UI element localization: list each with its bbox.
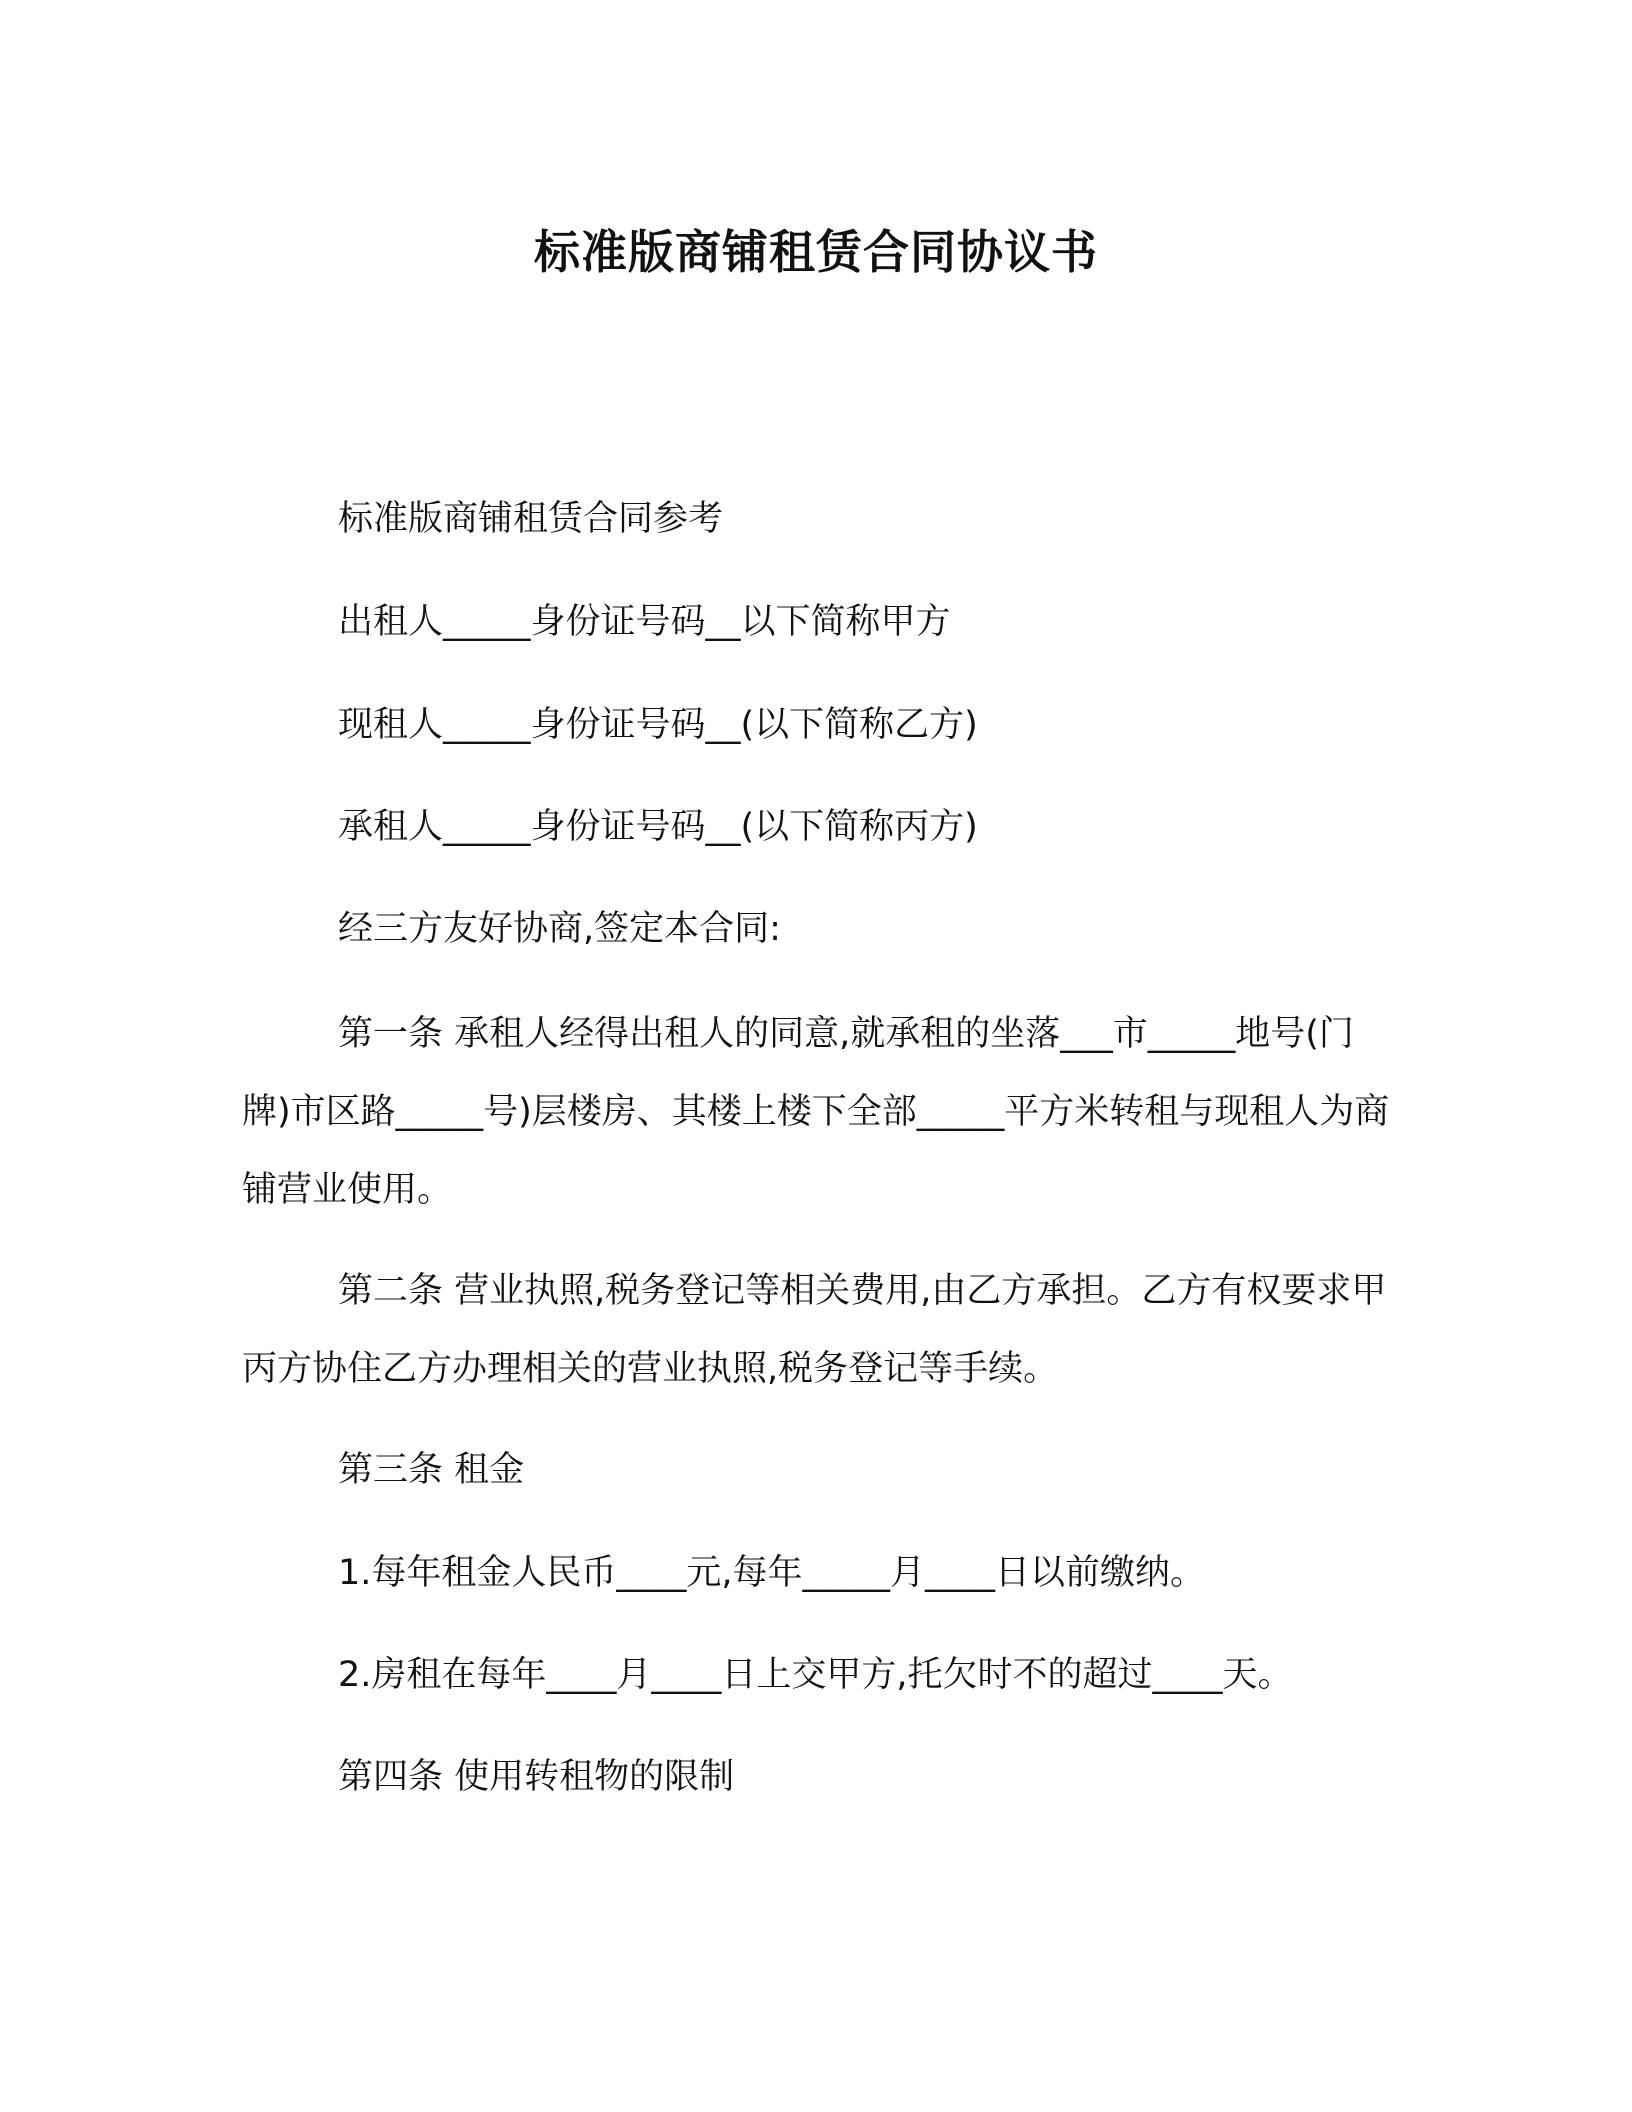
paragraph-lessee: 承租人_____身份证号码__(以下简称丙方) (338, 807, 978, 847)
paragraph-agreement-intro: 经三方友好协商,签定本合同: (338, 909, 781, 949)
paragraph-rent-clause-2: 2.房租在每年____月____日上交甲方,托欠时不的超过____天。 (338, 1655, 1293, 1695)
document-title: 标准版商铺租赁合同协议书 (534, 225, 1098, 279)
paragraph-article-2: 第二条 营业执照,税务登记等相关费用,由乙方承担。乙方有权要求甲丙方协住乙方办理相关的营业执照,税务登记等手续。 (242, 1271, 1387, 1389)
paragraph-article-4-heading: 第四条 使用转租物的限制 (338, 1757, 735, 1797)
paragraph-article-3-heading: 第三条 租金 (338, 1450, 525, 1490)
paragraph-rent-clause-1: 1.每年租金人民币____元,每年_____月____日以前缴纳。 (338, 1553, 1206, 1593)
paragraph-lessor: 出租人_____身份证号码__以下简称甲方 (338, 602, 951, 642)
paragraph-reference: 标准版商铺租赁合同参考 (338, 499, 724, 539)
paragraph-current-tenant: 现租人_____身份证号码__(以下简称乙方) (338, 705, 978, 745)
paragraph-article-1: 第一条 承租人经得出租人的同意,就承租的坐落___市_____地号(门牌)市区路_____号)层楼房、其楼上楼下全部_____平方米转租与现租人为商铺营业使用。 (242, 1014, 1390, 1210)
